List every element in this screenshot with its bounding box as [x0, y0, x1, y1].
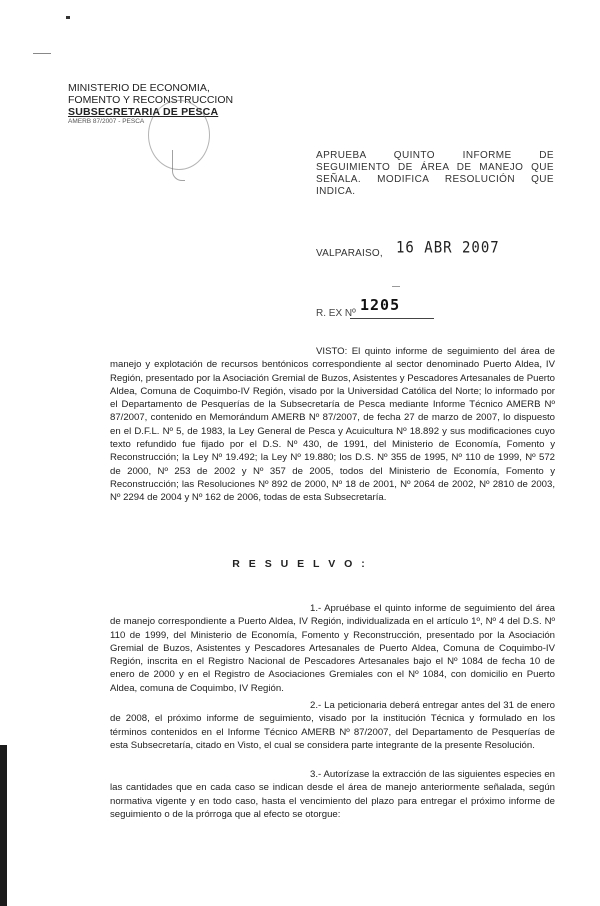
document-summary: APRUEBA QUINTO INFORME DE SEGUIMIENTO DE ÁREA DE MANEJO QUE SEÑALA. MODIFICA RESOLUCIÓN QUE INDICA. [316, 150, 554, 197]
resolution-number: 1205 [360, 296, 401, 314]
scan-border-shadow [0, 745, 7, 906]
seal-signature-stroke [172, 150, 185, 181]
resolution-underline [350, 318, 434, 319]
ministry-name: MINISTERIO DE ECONOMIA, [68, 82, 210, 94]
resolution-label: R. EX Nº [316, 308, 356, 319]
office-code: AMERB 87/2007 - PESCA [68, 118, 145, 125]
subsecretaria-name: SUBSECRETARIA DE PESCA [68, 106, 219, 118]
stamped-date: 16 ABR 2007 [396, 238, 500, 258]
resuelvo-heading: R E S U E L V O : [232, 558, 368, 570]
article-3-paragraph: 3.- Autorízase la extracción de las siguientes especies en las cantidades que en cada caso se indican desde el área de manejo anteriormente señalada, según normativa vigente y en todo caso, hasta el vencimiento del plazo para entregar el próximo informe de seguimiento o de la prórroga que al efecto se otorgue: [110, 769, 555, 820]
scan-speck [392, 286, 400, 287]
resolution-number-block [316, 296, 436, 320]
article-1-paragraph: 1.- Apruébase el quinto informe de seguimiento del área de manejo correspondiente a Puerto Aldea, IV Región, individualizada en el artículo 1º, Nº 4 del D.S. Nº 110 de 1999, del Ministerio de Economía, Fomento y Reconstrucción, presentado por la Asociación Gremial de Buzos, Asistentes y Pescadores Artesanales de Puerto Aldea, Comuna de Coquimbo-IV Región, inscrita en el Registro Nacional de Pescadores Artesanales bajo el Nº 1084 de fecha 10 de enero de 2000 y en el Registro de Asociaciones Gremiales con el Nº 1084, con domicilio en Puerto Aldea, comuna de Coquimbo, IV Región. [110, 603, 555, 694]
ministry-name-line2: FOMENTO Y RECONSTRUCCION [68, 94, 234, 106]
place-label: VALPARAISO, [316, 248, 383, 259]
visto-paragraph: VISTO: El quinto informe de seguimiento del área de manejo y explotación de recursos bentónicos correspondiente al sector denominado Puerto Aldea, IV Región, presentado por la Asociación Gremial de Buzos, Asistentes y Pescadores Artesanales de Puerto Aldea, Comuna de Coquimbo-IV Región, visado por la Universidad Católica del Norte; lo informado por el Departamento de Pesquerías de la Subsecretaría de Pesca mediante Informe Técnico AMERB Nº 87/2007, contenido en Memorándum AMERB Nº 87/2007, de fecha 27 de marzo de 2007, lo dispuesto en el D.F.L. Nº 5, de 1983, la Ley General de Pesca y Acuicultura Nº 18.892 y sus modificaciones cuyo texto refundido fue fijado por el D.S. Nº 430, de 1991, del Ministerio de Economía, Fomento y Reconstrucción; la Ley Nº 19.492; la Ley Nº 19.880; los D.S. Nº 355 de 1995, Nº 110 de 1999, Nº 572 de 2000, Nº 253 de 2002 y Nº 357 de 2005, todos del Ministerio de Economía, Fomento y Reconstrucción; las Resoluciones Nº 892 de 2000, Nº 18 de 2001, Nº 2064 de 2002, Nº 2810 de 2003, Nº 2294 de 2004 y Nº 162 de 2006, todas de esta Subsecretaría. [110, 346, 555, 504]
scan-speck [33, 53, 51, 54]
article-2-paragraph: 2.- La peticionaria deberá entregar antes del 31 de enero de 2008, el próximo informe de seguimiento, visado por la institución Técnica y formulado en los términos contenidos en el Informe Técnico AMERB Nº 87/2007, del Departamento de Pesquerías de esta Subsecretaría, citado en Visto, el cual se considera parte integrante de la presente Resolución. [110, 700, 555, 751]
scan-speck [66, 16, 70, 19]
